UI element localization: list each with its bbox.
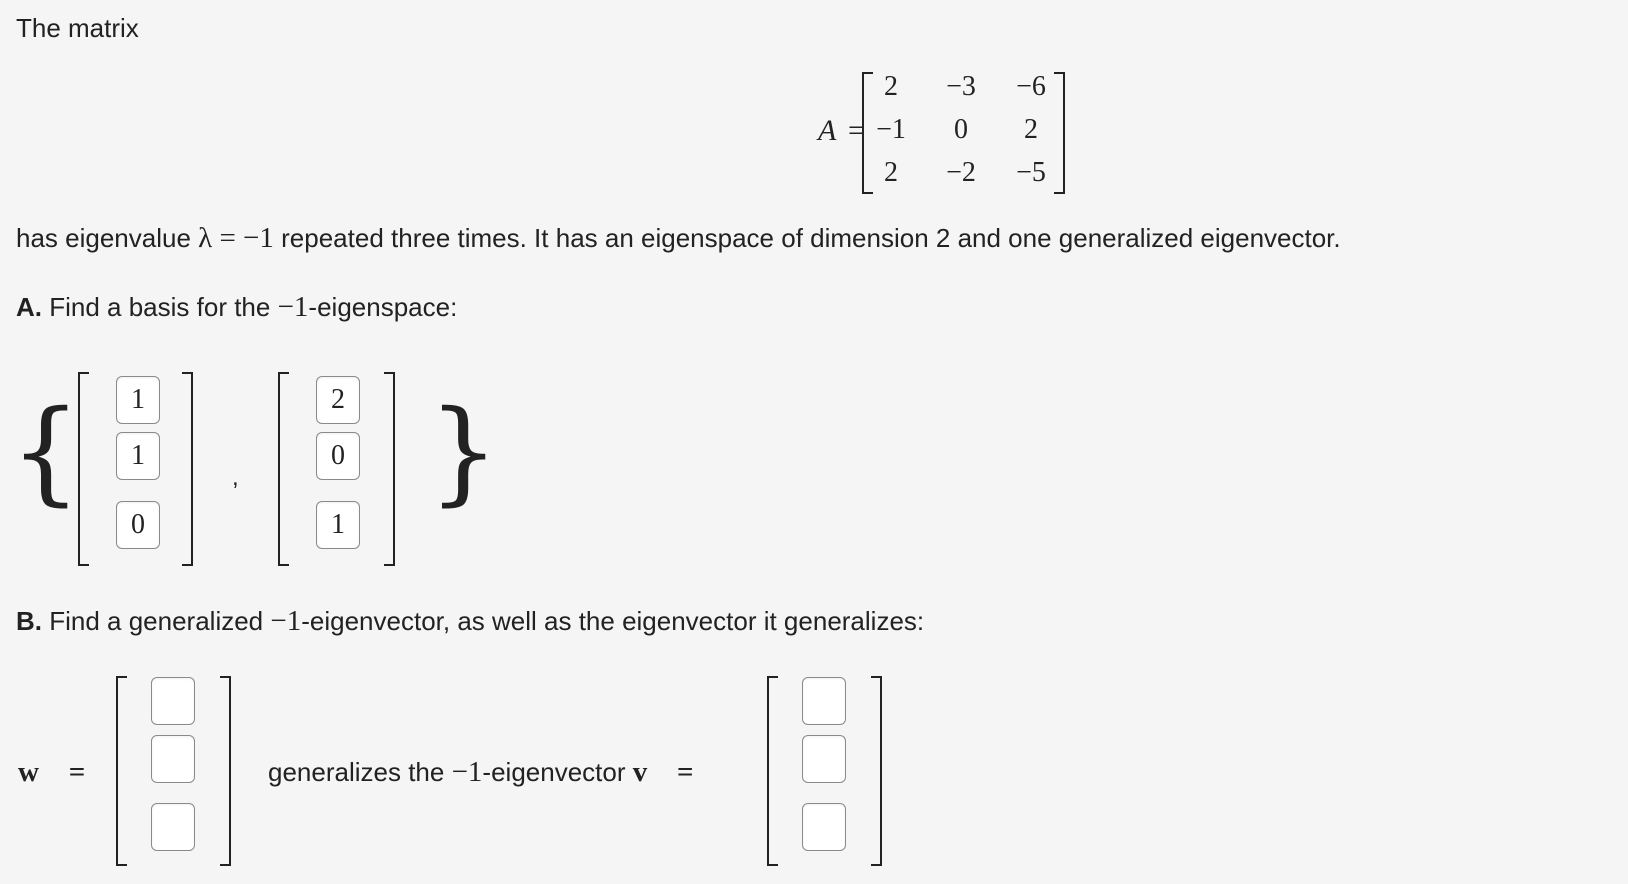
basis1-entry2-input[interactable]: 1 xyxy=(116,432,160,480)
part-a-label: A. xyxy=(16,292,42,322)
vector2-left-bracket xyxy=(278,372,289,566)
v-right-bracket xyxy=(871,676,882,866)
basis1-entry1-input[interactable]: 1 xyxy=(116,376,160,424)
vector-separator: , xyxy=(232,464,239,491)
matrix-label: A xyxy=(818,114,837,147)
w-entry2-input[interactable] xyxy=(151,735,195,783)
v-entry2-input[interactable] xyxy=(802,735,846,783)
w-right-bracket xyxy=(220,676,231,866)
basis1-entry3-input[interactable]: 0 xyxy=(116,501,160,549)
close-brace: } xyxy=(428,387,500,517)
matrix-equals: = xyxy=(848,114,865,147)
vector1-left-bracket xyxy=(78,372,89,566)
matrix-cell: −6 xyxy=(1016,71,1046,102)
vector2-right-bracket xyxy=(384,372,395,566)
v-entry3-input[interactable] xyxy=(802,803,846,851)
part-a-prompt: A. Find a basis for the −1-eigenspace: xyxy=(16,291,458,323)
part-b-label: B. xyxy=(16,606,42,636)
eigenvalue-statement: has eigenvalue λ = −1 repeated three times. It has an eigenspace of dimension 2 and one generalized eigenvector. xyxy=(16,222,1341,254)
w-left-bracket xyxy=(116,676,127,866)
v-entry1-input[interactable] xyxy=(802,677,846,725)
open-brace: { xyxy=(10,387,82,517)
matrix-cell: −1 xyxy=(876,114,906,145)
basis2-entry1-input[interactable]: 2 xyxy=(316,376,360,424)
matrix-cell: 0 xyxy=(954,114,968,145)
lambda-expression: λ = −1 xyxy=(198,222,274,254)
intro-text: The matrix xyxy=(16,13,139,43)
matrix-cell: −3 xyxy=(946,71,976,102)
matrix-cell: 2 xyxy=(884,157,898,188)
w-vector-label: w⃗ = xyxy=(18,756,86,788)
matrix-cell: 2 xyxy=(1024,114,1038,145)
basis2-entry3-input[interactable]: 1 xyxy=(316,501,360,549)
matrix-cell: −2 xyxy=(946,157,976,188)
w-entry1-input[interactable] xyxy=(151,677,195,725)
part-b-prompt: B. Find a generalized −1-eigenvector, as well as the eigenvector it generalizes: xyxy=(16,605,925,637)
w-entry3-input[interactable] xyxy=(151,803,195,851)
v-vector-label: v⃗ = xyxy=(632,756,694,788)
v-left-bracket xyxy=(767,676,778,866)
matrix-cell: −5 xyxy=(1016,157,1046,188)
basis2-entry2-input[interactable]: 0 xyxy=(316,432,360,480)
generalizes-text: generalizes the −1-eigenvector v⃗ = xyxy=(268,756,694,788)
matrix-cell: 2 xyxy=(884,71,898,102)
vector1-right-bracket xyxy=(182,372,193,566)
